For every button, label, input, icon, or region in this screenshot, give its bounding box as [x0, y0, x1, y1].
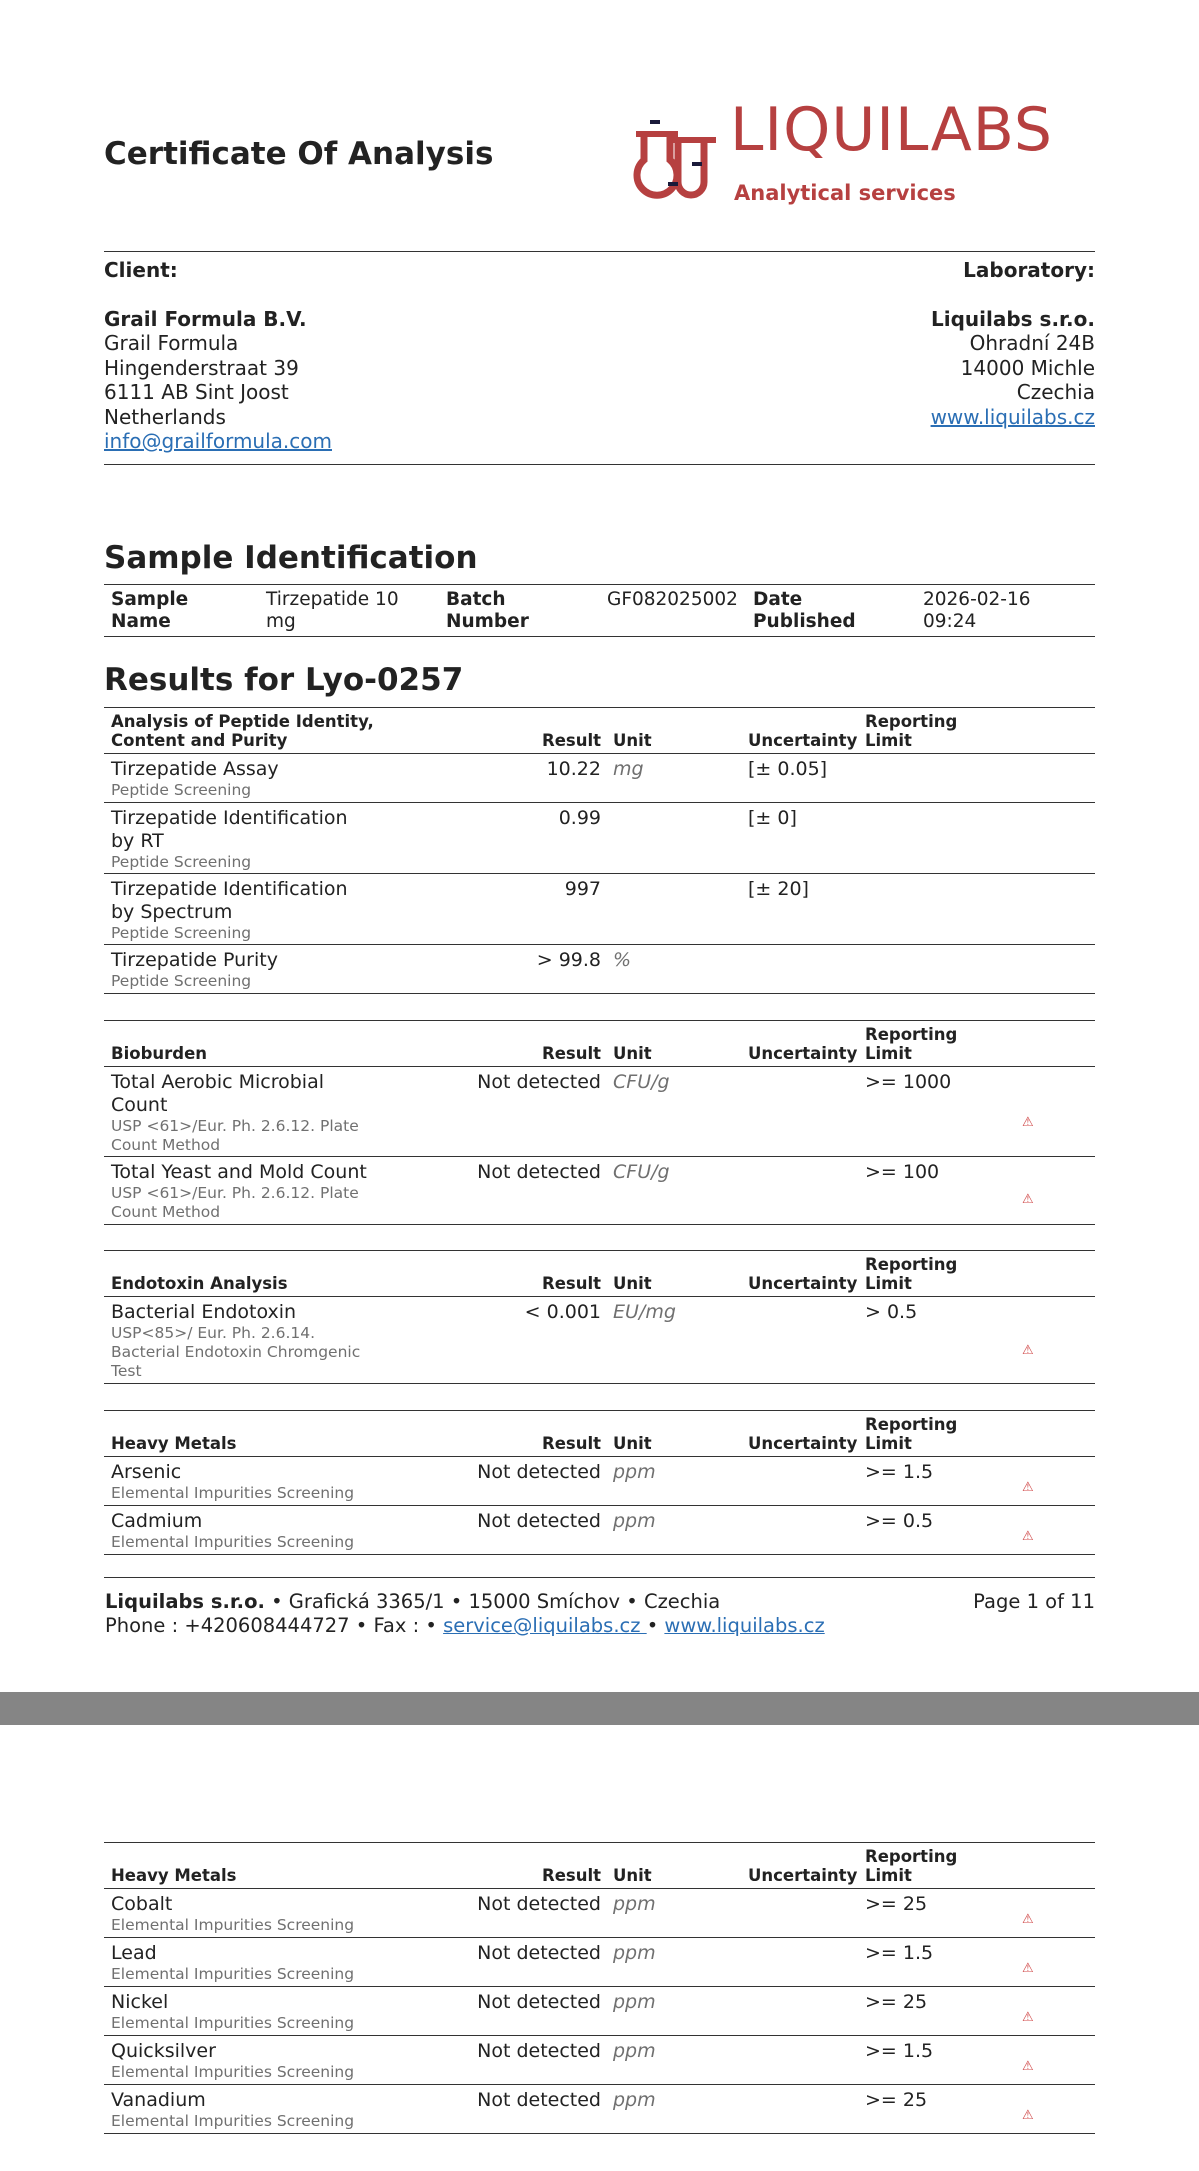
- laboratory-line: 14000 Michle: [960, 355, 1095, 380]
- result-value: Not detected: [477, 1991, 601, 2013]
- result-value: < 0.001: [524, 1301, 601, 1323]
- laboratory-heading: Laboratory:: [963, 258, 1095, 282]
- unit-value: ppm: [613, 2089, 656, 2111]
- result-value: Not detected: [477, 2040, 601, 2062]
- table-header: [104, 1250, 1095, 1297]
- analysis-name-text: Tirzepatide Identification by Spectrum: [111, 878, 348, 923]
- warning-icon: ⚠: [1022, 1529, 1034, 1544]
- endotoxin-results-table: [104, 1250, 1095, 1384]
- identity-results-table: [104, 707, 1095, 994]
- table-title: Bioburden: [111, 1044, 208, 1063]
- column-header-unit: Unit: [613, 1044, 652, 1063]
- table-row: [104, 2085, 1095, 2134]
- client-address: [104, 258, 332, 454]
- analysis-name-text: Vanadium: [111, 2089, 206, 2111]
- result-value: Not detected: [477, 1893, 601, 1915]
- table-title: Heavy Metals: [111, 1866, 237, 1885]
- table-header: [104, 707, 1095, 754]
- unit-value: ppm: [613, 1461, 656, 1483]
- analysis-name: [111, 1942, 371, 1984]
- client-line: 6111 AB Sint Joost: [104, 380, 289, 404]
- analysis-name: [111, 1510, 371, 1552]
- reporting-limit-value: >= 100: [865, 1161, 940, 1183]
- table-row: [104, 803, 1095, 874]
- date-published-label: Date Published: [753, 589, 856, 632]
- logo-subtitle: Analytical services: [734, 181, 956, 205]
- result-value: Not detected: [477, 1071, 601, 1093]
- column-header-reporting-limit: Reporting Limit: [865, 1415, 958, 1453]
- warning-icon: ⚠: [1022, 1480, 1034, 1495]
- column-header-reporting-limit: Reporting Limit: [865, 712, 958, 750]
- warning-icon: ⚠: [1022, 2108, 1034, 2123]
- flask-logo-icon: [630, 112, 720, 212]
- table-title: Analysis of Peptide Identity, Content and Purity: [111, 712, 374, 750]
- reporting-limit-value: >= 1000: [865, 1071, 952, 1093]
- column-header-unit: Unit: [613, 1866, 652, 1885]
- warning-icon: ⚠: [1022, 1343, 1034, 1358]
- unit-value: ppm: [613, 1942, 656, 1964]
- reporting-limit-value: >= 25: [865, 2089, 928, 2111]
- analysis-method: Elemental Impurities Screening: [111, 1484, 355, 1502]
- client-heading: Client:: [104, 258, 178, 282]
- table-row: [104, 945, 1095, 994]
- page-footer: [105, 1590, 1095, 1638]
- warning-icon: ⚠: [1022, 1115, 1034, 1130]
- batch-number-value: GF082025002: [607, 589, 738, 610]
- analysis-name-text: Total Yeast and Mold Count: [111, 1161, 367, 1183]
- unit-value: ppm: [613, 2040, 656, 2062]
- result-value: 997: [564, 878, 601, 900]
- divider: [104, 251, 1095, 252]
- table-row: [104, 754, 1095, 803]
- uncertainty-value: [± 0]: [748, 807, 797, 829]
- sample-identification-table: [104, 584, 1095, 637]
- footer-phone-fax: Phone : +420608444727 • Fax : •: [105, 1614, 444, 1637]
- unit-value: EU/mg: [613, 1301, 676, 1323]
- analysis-method: Elemental Impurities Screening: [111, 1916, 355, 1934]
- page-separator: [0, 1692, 1199, 1725]
- table-title: Endotoxin Analysis: [111, 1274, 288, 1293]
- date-published-value: 2026-02-16 09:24: [923, 589, 1031, 632]
- analysis-method: USP <61>/Eur. Ph. 2.6.12. Plate Count Method: [111, 1184, 359, 1221]
- laboratory-name: Liquilabs s.r.o.: [931, 306, 1095, 331]
- reporting-limit-value: > 0.5: [865, 1301, 918, 1323]
- footer-address: • Grafická 3365/1 • 15000 Smíchov • Czechia: [264, 1590, 721, 1613]
- table-row: [104, 1987, 1095, 2036]
- table-row: [104, 1889, 1095, 1938]
- column-header-reporting-limit: Reporting Limit: [865, 1025, 958, 1063]
- analysis-name-text: Lead: [111, 1942, 157, 1964]
- result-value: > 99.8: [536, 949, 601, 971]
- reporting-limit-value: >= 0.5: [865, 1510, 934, 1532]
- unit-value: ppm: [613, 1991, 656, 2013]
- table-row: [104, 874, 1095, 945]
- analysis-name: [111, 1071, 371, 1155]
- analysis-method: Elemental Impurities Screening: [111, 2112, 355, 2130]
- table-row: [104, 1457, 1095, 1506]
- table-row: [104, 1157, 1095, 1225]
- unit-value: %: [613, 949, 632, 971]
- table-header: [104, 1842, 1095, 1889]
- analysis-method: Elemental Impurities Screening: [111, 1533, 355, 1551]
- result-value: Not detected: [477, 1510, 601, 1532]
- client-line: Grail Formula: [104, 331, 239, 355]
- column-header-unit: Unit: [613, 1274, 652, 1293]
- client-name: Grail Formula B.V.: [104, 306, 307, 331]
- client-line: Hingenderstraat 39: [104, 355, 299, 380]
- column-header-unit: Unit: [613, 731, 652, 750]
- column-header-result: Result: [541, 1044, 601, 1063]
- footer-separator: •: [646, 1614, 665, 1637]
- analysis-name: [111, 807, 371, 872]
- unit-value: ppm: [613, 1893, 656, 1915]
- reporting-limit-value: >= 25: [865, 1893, 928, 1915]
- analysis-method: Peptide Screening: [111, 972, 252, 990]
- analysis-name: [111, 878, 371, 943]
- result-value: Not detected: [477, 1161, 601, 1183]
- results-heading: Results for Lyo-0257: [104, 662, 464, 698]
- analysis-name: [111, 1991, 371, 2033]
- analysis-method: USP <61>/Eur. Ph. 2.6.12. Plate Count Method: [111, 1117, 359, 1154]
- analysis-name-text: Nickel: [111, 1991, 169, 2013]
- column-header-result: Result: [541, 1274, 601, 1293]
- table-row: [104, 1506, 1095, 1555]
- column-header-unit: Unit: [613, 1434, 652, 1453]
- result-value: Not detected: [477, 1461, 601, 1483]
- table-row: [104, 1297, 1095, 1384]
- analysis-name: [111, 758, 371, 800]
- analysis-name: [111, 2089, 371, 2131]
- analysis-name-text: Total Aerobic Microbial Count: [111, 1071, 325, 1116]
- page-number: Page 1 of 11: [973, 1590, 1095, 1613]
- analysis-name: [111, 1161, 371, 1222]
- table-header: [104, 1020, 1095, 1067]
- warning-icon: ⚠: [1022, 2059, 1034, 2074]
- analysis-name-text: Quicksilver: [111, 2040, 216, 2062]
- column-header-uncertainty: Uncertainty: [748, 1274, 858, 1293]
- laboratory-address: [931, 258, 1095, 429]
- analysis-method: Peptide Screening: [111, 924, 252, 942]
- analysis-method: Elemental Impurities Screening: [111, 2063, 355, 2081]
- warning-icon: ⚠: [1022, 1912, 1034, 1927]
- analysis-name: [111, 1301, 371, 1381]
- column-header-result: Result: [541, 731, 601, 750]
- heavy-metals-results-table: [104, 1842, 1095, 2134]
- certificate-page-2: [0, 1725, 1199, 2171]
- heavy-metals-results-table: [104, 1410, 1095, 1555]
- analysis-method: Peptide Screening: [111, 853, 252, 871]
- sample-name-label: Sample Name: [111, 589, 189, 632]
- analysis-name: [111, 1893, 371, 1935]
- liquilabs-logo: [628, 95, 1098, 210]
- table-title: Heavy Metals: [111, 1434, 237, 1453]
- analysis-method: Elemental Impurities Screening: [111, 2014, 355, 2032]
- column-header-uncertainty: Uncertainty: [748, 1044, 858, 1063]
- column-header-reporting-limit: Reporting Limit: [865, 1847, 958, 1885]
- laboratory-line: Czechia: [1016, 380, 1095, 404]
- laboratory-line: Ohradní 24B: [969, 331, 1095, 355]
- result-value: 0.99: [558, 807, 601, 829]
- unit-value: mg: [613, 758, 644, 780]
- analysis-name-text: Bacterial Endotoxin: [111, 1301, 297, 1323]
- table-row: [104, 1067, 1095, 1157]
- table-row: [104, 2036, 1095, 2085]
- page-title: Certificate Of Analysis: [104, 136, 494, 172]
- column-header-result: Result: [541, 1434, 601, 1453]
- footer-divider: [104, 1577, 1095, 1578]
- unit-value: ppm: [613, 1510, 656, 1532]
- bioburden-results-table: [104, 1020, 1095, 1225]
- analysis-name: [111, 1461, 371, 1503]
- analysis-name: [111, 949, 371, 991]
- warning-icon: ⚠: [1022, 1192, 1034, 1207]
- column-header-uncertainty: Uncertainty: [748, 1866, 858, 1885]
- uncertainty-value: [± 20]: [748, 878, 809, 900]
- footer-website-link[interactable]: www.liquilabs.cz: [664, 1614, 825, 1637]
- footer-company: Liquilabs s.r.o.: [105, 1590, 265, 1613]
- footer-email-link[interactable]: service@liquilabs.cz: [443, 1614, 647, 1637]
- column-header-result: Result: [541, 1866, 601, 1885]
- warning-icon: ⚠: [1022, 2010, 1034, 2025]
- column-header-uncertainty: Uncertainty: [748, 731, 858, 750]
- reporting-limit-value: >= 1.5: [865, 2040, 934, 2062]
- reporting-limit-value: >= 25: [865, 1991, 928, 2013]
- analysis-name-text: Tirzepatide Purity: [111, 949, 278, 971]
- sample-name-value: Tirzepatide 10 mg: [266, 589, 399, 632]
- table-header: [104, 1410, 1095, 1457]
- logo-wordmark: LIQUILABS: [730, 95, 1054, 165]
- analysis-name-text: Cadmium: [111, 1510, 203, 1532]
- sample-identification-heading: Sample Identification: [104, 540, 478, 576]
- result-value: Not detected: [477, 2089, 601, 2111]
- client-line: Netherlands: [104, 404, 226, 429]
- batch-number-label: Batch Number: [446, 589, 529, 632]
- result-value: Not detected: [477, 1942, 601, 1964]
- result-value: 10.22: [546, 758, 601, 780]
- uncertainty-value: [± 0.05]: [748, 758, 828, 780]
- laboratory-website-link[interactable]: www.liquilabs.cz: [930, 404, 1095, 429]
- analysis-name-text: Cobalt: [111, 1893, 173, 1915]
- unit-value: CFU/g: [613, 1071, 670, 1093]
- analysis-name: [111, 2040, 371, 2082]
- table-row: [104, 1938, 1095, 1987]
- reporting-limit-value: >= 1.5: [865, 1461, 934, 1483]
- warning-icon: ⚠: [1022, 1961, 1034, 1976]
- column-header-uncertainty: Uncertainty: [748, 1434, 858, 1453]
- divider: [104, 464, 1095, 465]
- analysis-name-text: Tirzepatide Assay: [111, 758, 279, 780]
- analysis-method: USP<85>/ Eur. Ph. 2.6.14. Bacterial Endotoxin Chromgenic Test: [111, 1324, 361, 1380]
- unit-value: CFU/g: [613, 1161, 670, 1183]
- column-header-reporting-limit: Reporting Limit: [865, 1255, 958, 1293]
- analysis-method: Elemental Impurities Screening: [111, 1965, 355, 1983]
- analysis-method: Peptide Screening: [111, 781, 252, 799]
- reporting-limit-value: >= 1.5: [865, 1942, 934, 1964]
- analysis-name-text: Arsenic: [111, 1461, 182, 1483]
- client-email-link[interactable]: info@grailformula.com: [104, 429, 332, 453]
- analysis-name-text: Tirzepatide Identification by RT: [111, 807, 348, 852]
